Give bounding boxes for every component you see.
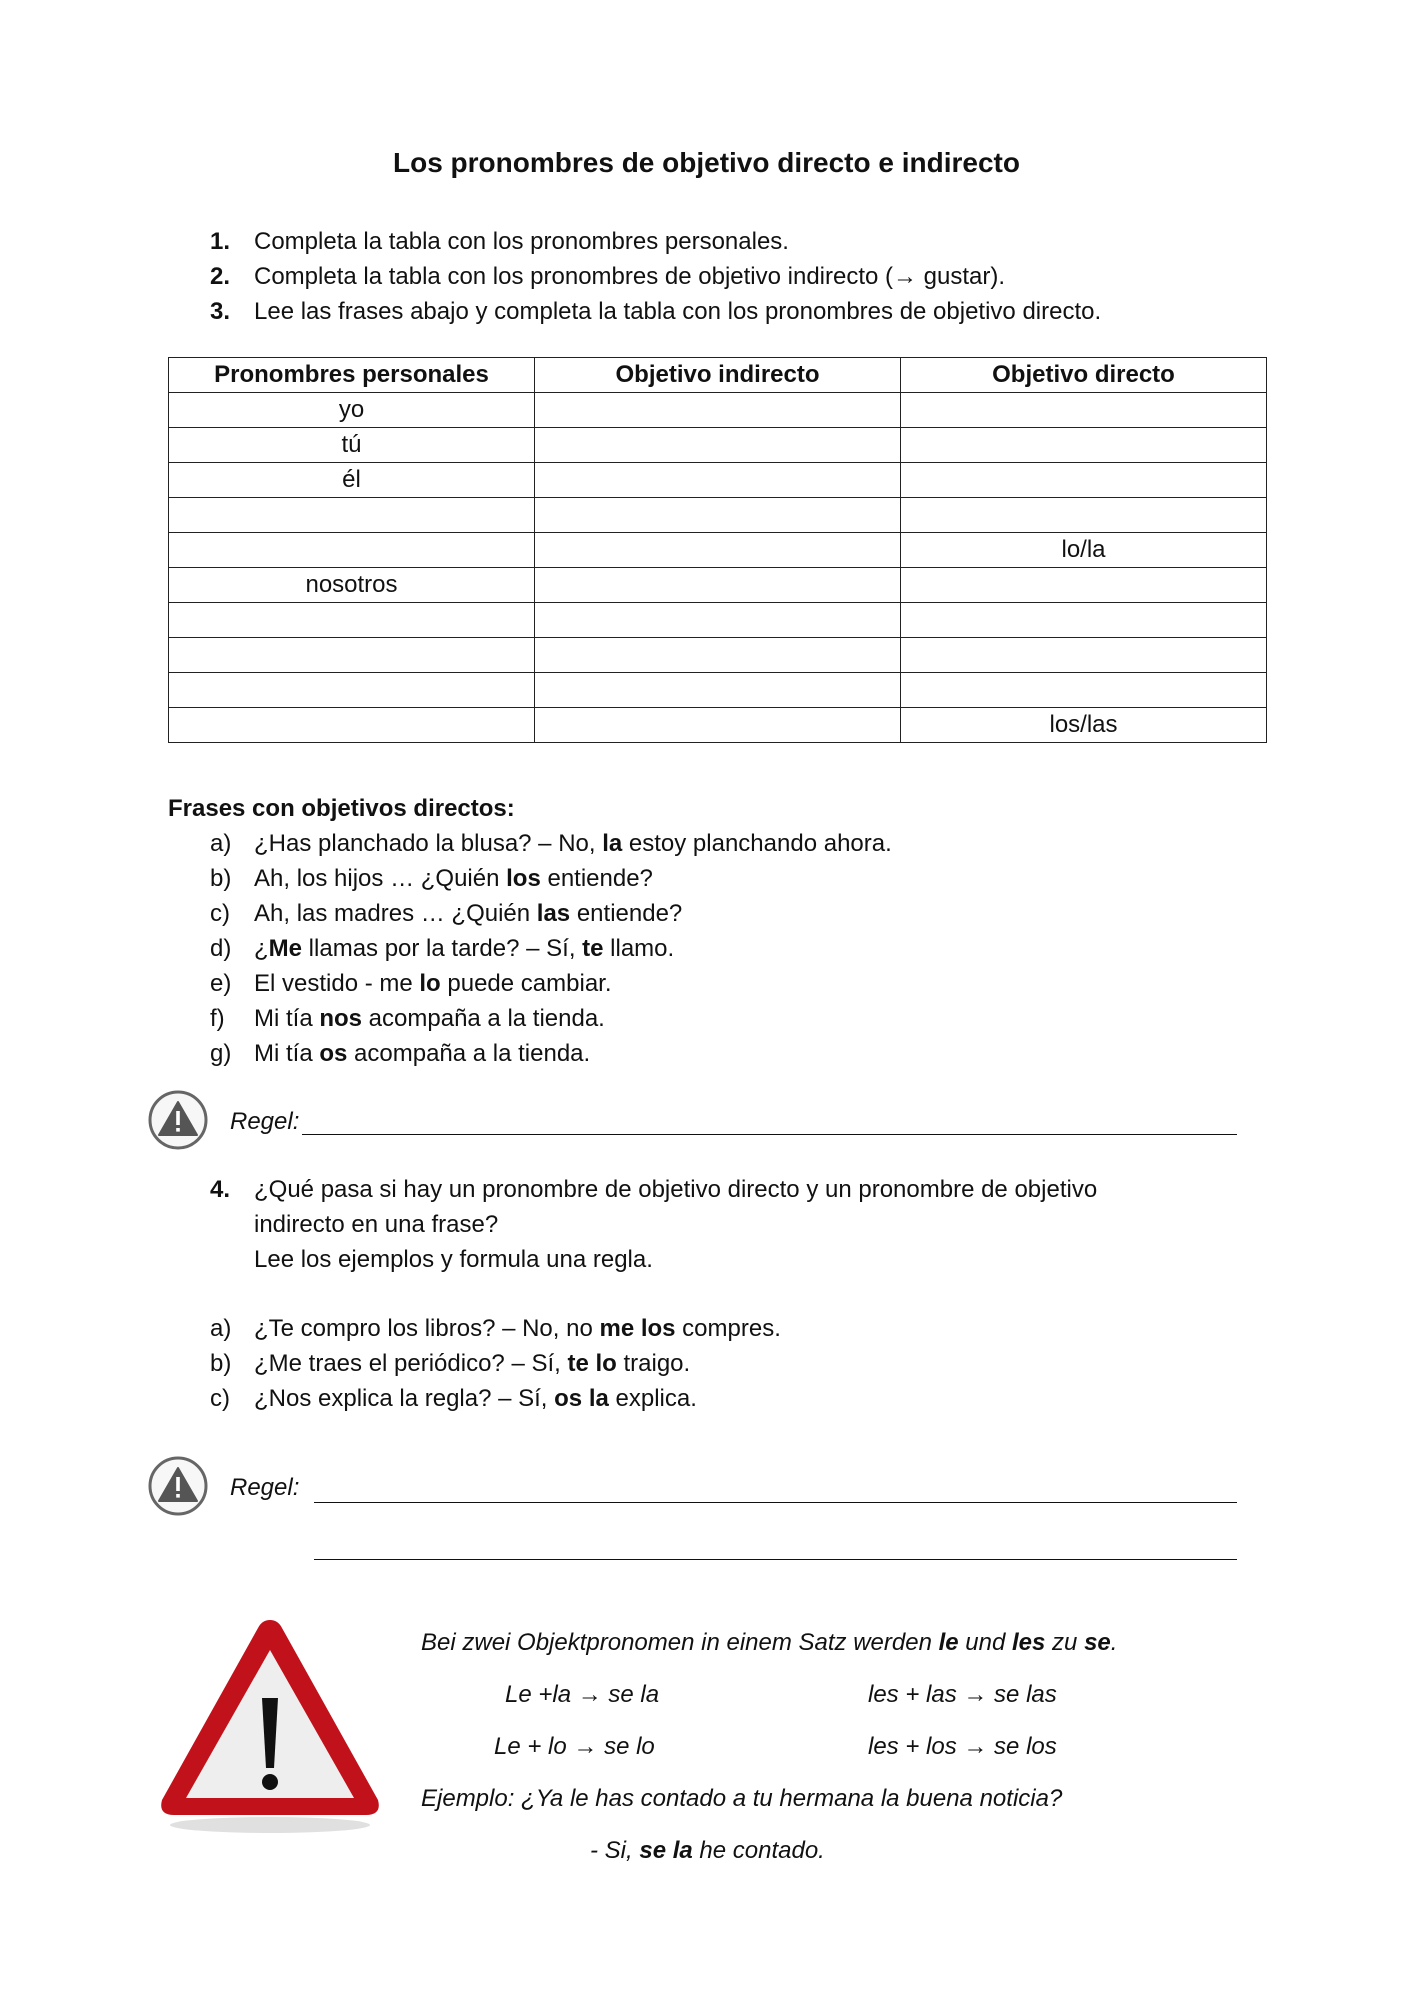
- table-cell[interactable]: [169, 603, 535, 638]
- note-text: zu: [1045, 1629, 1085, 1656]
- list-item: [210, 1311, 1260, 1346]
- table-row: [169, 673, 1267, 708]
- item-bold: Me: [268, 935, 303, 962]
- table-row: [169, 708, 1267, 743]
- table-cell[interactable]: [169, 638, 535, 673]
- table-cell[interactable]: [169, 498, 535, 533]
- table-cell[interactable]: [901, 463, 1267, 498]
- item-letter: f): [210, 1005, 225, 1032]
- list-item: [210, 896, 1260, 931]
- table-cell[interactable]: [901, 638, 1267, 673]
- item-bold: os: [319, 1040, 348, 1067]
- list-item: [210, 294, 1260, 329]
- table-row: [169, 393, 1267, 428]
- item-text: ¿Te compro los libros? – No, no: [254, 1315, 600, 1342]
- table-row: [169, 428, 1267, 463]
- item-number: 3.: [210, 298, 231, 325]
- table-cell[interactable]: [169, 533, 535, 568]
- item-text: Lee las frases abajo y completa la tabla con los pronombres de objetivo directo.: [254, 298, 1102, 325]
- table-row: [169, 533, 1267, 568]
- frases-list: [210, 826, 1260, 1071]
- table-cell[interactable]: [535, 533, 901, 568]
- answer-line[interactable]: [314, 1559, 1237, 1560]
- note-bold: le: [938, 1629, 959, 1656]
- table-cell[interactable]: [169, 708, 535, 743]
- item-text: puede cambiar.: [440, 970, 612, 997]
- rule-text: Le + lo → se lo: [494, 1733, 655, 1760]
- item-letter: d): [210, 935, 232, 962]
- note-text: - Si,: [590, 1837, 640, 1864]
- list-item: [210, 1036, 1260, 1071]
- table-row: [169, 568, 1267, 603]
- item-number: 4.: [210, 1176, 231, 1203]
- regel-label: Regel:: [230, 1474, 300, 1501]
- note-intro: [421, 1625, 1117, 1660]
- table-row: [169, 498, 1267, 533]
- item-text: Mi tía: [254, 1005, 320, 1032]
- item-bold: lo: [419, 970, 441, 997]
- warning-icon: [147, 1089, 209, 1151]
- item-number: 2.: [210, 263, 231, 290]
- item-text: ¿Nos explica la regla? – Sí,: [254, 1385, 555, 1412]
- table-cell[interactable]: [901, 673, 1267, 708]
- frases-heading: Frases con objetivos directos:: [168, 795, 515, 822]
- instruction-list: [210, 224, 1260, 329]
- item-text: traigo.: [616, 1350, 691, 1377]
- item-bold: los: [506, 865, 541, 892]
- item-letter: b): [210, 865, 232, 892]
- list-item: [210, 1001, 1260, 1036]
- item-letter: c): [210, 1385, 230, 1412]
- table-cell[interactable]: [901, 603, 1267, 638]
- table-cell[interactable]: [535, 638, 901, 673]
- table-cell[interactable]: [169, 673, 535, 708]
- list-item: [210, 861, 1260, 896]
- table-cell[interactable]: [535, 393, 901, 428]
- item-text: explica.: [608, 1385, 697, 1412]
- list-item: [210, 1346, 1260, 1381]
- item-letter: b): [210, 1350, 232, 1377]
- table-cell[interactable]: [535, 568, 901, 603]
- column-header: Objetivo indirecto: [535, 358, 901, 393]
- item-letter: g): [210, 1040, 232, 1067]
- item-text: llamo.: [603, 935, 675, 962]
- item-text: acompaña a la tienda.: [347, 1040, 591, 1067]
- table-cell[interactable]: [535, 498, 901, 533]
- table-row: [169, 463, 1267, 498]
- note-text: he contado.: [692, 1837, 825, 1864]
- note-bold: se la: [639, 1837, 693, 1864]
- item-letter: e): [210, 970, 232, 997]
- table-row: [169, 638, 1267, 673]
- item-text: entiende?: [540, 865, 653, 892]
- column-header: Objetivo directo: [901, 358, 1267, 393]
- table-header-row: [169, 358, 1267, 393]
- list-item: [210, 1381, 1260, 1416]
- table-cell[interactable]: [535, 708, 901, 743]
- item-number: 1.: [210, 228, 231, 255]
- list-item: [210, 1242, 1260, 1277]
- list-item: [210, 826, 1260, 861]
- table-cell[interactable]: tú: [169, 428, 535, 463]
- list-item: [210, 1172, 1260, 1207]
- item-text: estoy planchando ahora.: [622, 830, 892, 857]
- note-bold: se: [1084, 1629, 1111, 1656]
- note-bold: les: [1012, 1629, 1046, 1656]
- table-cell[interactable]: [901, 428, 1267, 463]
- item-text: Ah, los hijos … ¿Quién: [254, 865, 507, 892]
- item-bold: os la: [554, 1385, 609, 1412]
- pronoun-table: [168, 357, 1267, 743]
- answer-line[interactable]: [314, 1502, 1237, 1503]
- item-text: ¿Me traes el periódico? – Sí,: [254, 1350, 568, 1377]
- item-letter: a): [210, 830, 232, 857]
- rule-text: les + los → se los: [868, 1733, 1057, 1760]
- item-text: Completa la tabla con los pronombres de objetivo indirecto (→ gustar).: [254, 263, 1006, 290]
- item-text: Ah, las madres … ¿Quién: [254, 900, 537, 927]
- item-text: compres.: [675, 1315, 781, 1342]
- list-item: [210, 259, 1260, 294]
- table-cell[interactable]: yo: [169, 393, 535, 428]
- table-cell[interactable]: él: [169, 463, 535, 498]
- column-header: Pronombres personales: [169, 358, 535, 393]
- item-text: entiende?: [570, 900, 683, 927]
- note-text: und: [958, 1629, 1012, 1656]
- table-cell[interactable]: [535, 673, 901, 708]
- warning-triangle-icon: [150, 1610, 390, 1840]
- table-cell[interactable]: los/las: [901, 708, 1267, 743]
- question-4: [210, 1172, 1260, 1277]
- ejemplos-list: [210, 1311, 1260, 1416]
- list-item: [210, 966, 1260, 1001]
- list-item: [210, 224, 1260, 259]
- table-row: [169, 603, 1267, 638]
- ejemplo-answer: [590, 1833, 825, 1868]
- question-text: ¿Qué pasa si hay un pronombre de objetivo directo y un pronombre de objetivo: [254, 1176, 1098, 1203]
- page-title: Los pronombres de objetivo directo e indirecto: [393, 147, 1020, 178]
- item-text: ¿Has planchado la blusa? – No,: [254, 830, 603, 857]
- question-text: Lee los ejemplos y formula una regla.: [254, 1246, 653, 1273]
- table-cell[interactable]: nosotros: [169, 568, 535, 603]
- table-cell[interactable]: [535, 463, 901, 498]
- table-cell[interactable]: [901, 498, 1267, 533]
- note-text: Bei zwei Objektpronomen in einem Satz werden: [421, 1629, 939, 1656]
- rule-text: les + las → se las: [868, 1681, 1057, 1708]
- rule-text: Le +la → se la: [505, 1681, 660, 1708]
- item-letter: a): [210, 1315, 232, 1342]
- item-bold: las: [536, 900, 571, 927]
- question-text: indirecto en una frase?: [254, 1211, 499, 1238]
- warning-icon: [147, 1455, 209, 1517]
- list-item: [210, 1207, 1260, 1242]
- item-text: Mi tía: [254, 1040, 320, 1067]
- table-cell[interactable]: lo/la: [901, 533, 1267, 568]
- item-text: llamas por la tarde? – Sí,: [302, 935, 583, 962]
- table-cell[interactable]: [901, 568, 1267, 603]
- item-bold: te lo: [567, 1350, 617, 1377]
- note-text: .: [1110, 1629, 1118, 1656]
- item-letter: c): [210, 900, 230, 927]
- regel-label: Regel:: [230, 1108, 300, 1135]
- item-bold: nos: [319, 1005, 363, 1032]
- table-cell[interactable]: [901, 393, 1267, 428]
- item-bold: me los: [599, 1315, 676, 1342]
- table-cell[interactable]: [535, 428, 901, 463]
- item-text: El vestido - me: [254, 970, 420, 997]
- item-bold: te: [582, 935, 604, 962]
- table-cell[interactable]: [535, 603, 901, 638]
- item-text: Completa la tabla con los pronombres personales.: [254, 228, 789, 255]
- item-bold: la: [602, 830, 623, 857]
- list-item: [210, 931, 1260, 966]
- answer-line[interactable]: [302, 1134, 1237, 1135]
- ejemplo-text: Ejemplo: ¿Ya le has contado a tu hermana la buena noticia?: [421, 1785, 1063, 1812]
- item-text: acompaña a la tienda.: [362, 1005, 605, 1032]
- item-text: ¿: [254, 935, 269, 962]
